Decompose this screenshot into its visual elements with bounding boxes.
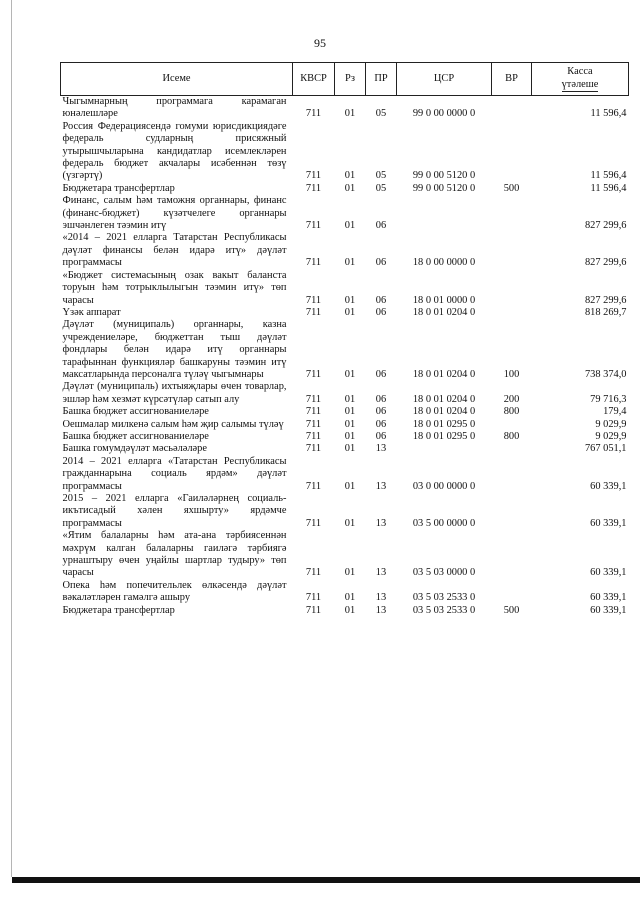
row-pr: 13 xyxy=(375,592,387,604)
row-pr: 13 xyxy=(375,567,387,579)
row-amount: 9 029,9 xyxy=(595,418,627,430)
table-row xyxy=(61,443,629,455)
page-left-edge xyxy=(11,0,12,877)
row-name: Үзәк аппарат xyxy=(62,306,121,318)
row-name: «Бюджет системасының озак вакыт баланста торуын һәм тотрыклылыгын тәэмин итү» төп чарасы xyxy=(62,269,287,306)
row-kvsr: 711 xyxy=(305,306,322,318)
row-pr: 05 xyxy=(375,170,387,182)
table-row xyxy=(61,96,629,121)
row-kvsr: 711 xyxy=(305,604,322,616)
row-vr xyxy=(492,195,532,232)
col-header-rz: Рз xyxy=(335,63,366,96)
row-vr: 500 xyxy=(503,182,520,194)
row-vr: 800 xyxy=(503,406,520,418)
row-vr xyxy=(492,232,532,269)
row-kvsr: 711 xyxy=(305,517,322,529)
row-rz: 01 xyxy=(344,592,356,604)
row-rz: 01 xyxy=(344,220,356,232)
row-pr: 05 xyxy=(375,108,387,120)
row-csr xyxy=(397,443,492,455)
row-amount: 9 029,9 xyxy=(595,430,627,442)
row-name: Башка гомумдәүләт мәсьәләләре xyxy=(62,443,207,455)
row-rz: 01 xyxy=(344,430,356,442)
table-row xyxy=(61,270,629,307)
row-vr xyxy=(492,443,532,455)
row-name: Опека һәм попечительлек өлкәсендә дәүләт вәкаләтләрен гамәлгә ашыру xyxy=(62,579,287,604)
row-csr: 18 0 01 0204 0 xyxy=(412,406,476,418)
row-rz: 01 xyxy=(344,406,356,418)
row-csr: 18 0 01 0204 0 xyxy=(412,393,476,405)
row-amount: 60 339,1 xyxy=(590,480,627,492)
row-vr xyxy=(492,121,532,183)
row-name: «2014 – 2021 елларга Татарстан Республикасы дәүләт финансы белән идарә итү» дәүләт программасы xyxy=(62,232,287,269)
row-pr: 06 xyxy=(375,430,387,442)
row-csr: 18 0 01 0204 0 xyxy=(412,306,476,318)
row-amount: 767 051,1 xyxy=(584,443,627,455)
table-row xyxy=(61,580,629,605)
col-header-pr: ПР xyxy=(366,63,397,96)
col-header-vr: ВР xyxy=(492,63,532,96)
row-csr: 18 0 00 0000 0 xyxy=(412,257,476,269)
row-vr xyxy=(492,419,532,431)
row-pr: 06 xyxy=(375,368,387,380)
table-row xyxy=(61,232,629,269)
row-vr: 100 xyxy=(503,368,520,380)
row-csr: 18 0 01 0295 0 xyxy=(412,430,476,442)
row-pr: 06 xyxy=(375,306,387,318)
row-rz: 01 xyxy=(344,517,356,529)
table-row xyxy=(61,456,629,493)
row-amount: 738 374,0 xyxy=(584,368,627,380)
row-rz: 01 xyxy=(344,368,356,380)
row-pr: 06 xyxy=(375,220,387,232)
row-csr: 99 0 00 5120 0 xyxy=(412,170,476,182)
row-csr: 03 0 00 0000 0 xyxy=(412,480,476,492)
row-rz: 01 xyxy=(344,306,356,318)
row-rz: 01 xyxy=(344,393,356,405)
row-csr: 03 5 00 0000 0 xyxy=(412,517,476,529)
row-vr xyxy=(492,580,532,605)
row-pr: 05 xyxy=(375,182,387,194)
row-amount: 60 339,1 xyxy=(590,567,627,579)
row-amount: 60 339,1 xyxy=(590,517,627,529)
table-row xyxy=(61,605,629,617)
row-amount: 60 339,1 xyxy=(590,604,627,616)
row-vr: 200 xyxy=(503,393,520,405)
row-kvsr: 711 xyxy=(305,294,322,306)
kassa-label-line1: Касса xyxy=(567,66,593,78)
table-body xyxy=(61,96,629,618)
row-amount: 11 596,4 xyxy=(590,170,627,182)
row-pr: 06 xyxy=(375,406,387,418)
row-name: Бюджетара трансфертлар xyxy=(62,182,175,194)
row-rz: 01 xyxy=(344,170,356,182)
row-rz: 01 xyxy=(344,294,356,306)
col-header-name: Исеме xyxy=(61,63,293,96)
row-csr: 18 0 01 0000 0 xyxy=(412,294,476,306)
row-amount: 11 596,4 xyxy=(590,182,627,194)
row-pr: 13 xyxy=(375,443,387,455)
table-row xyxy=(61,419,629,431)
row-vr: 500 xyxy=(503,604,520,616)
row-name: 2015 – 2021 елларга «Гаиләләрнең социаль-икътисадый хәлен яхшырту» ярдәмче программасы xyxy=(62,493,287,529)
row-kvsr: 711 xyxy=(305,170,322,182)
row-kvsr: 711 xyxy=(305,108,322,120)
row-amount: 827 299,6 xyxy=(584,257,627,269)
row-kvsr: 711 xyxy=(305,393,322,405)
row-csr: 03 5 03 0000 0 xyxy=(412,567,476,579)
table-header xyxy=(61,63,629,96)
row-rz: 01 xyxy=(344,182,356,194)
row-csr: 18 0 01 0204 0 xyxy=(412,368,476,380)
row-kvsr: 711 xyxy=(305,418,322,430)
row-kvsr: 711 xyxy=(305,257,322,269)
row-rz: 01 xyxy=(344,443,356,455)
page-number: 95 xyxy=(314,36,326,50)
row-name: Бюджетара трансфертлар xyxy=(62,604,175,616)
row-name: Оешмалар милкенә салым һәм җир салымы түләү xyxy=(62,418,284,430)
row-amount: 60 339,1 xyxy=(590,592,627,604)
row-kvsr: 711 xyxy=(305,443,322,455)
row-vr: 800 xyxy=(503,430,520,442)
row-name: Дәүләт (муниципаль) ихтыяҗлары өчен товарлар, эшләр һәм хезмәт күрсәтүләр сатып алу xyxy=(62,381,287,405)
row-csr: 99 0 00 5120 0 xyxy=(412,182,476,194)
row-kvsr: 711 xyxy=(305,368,322,380)
row-kvsr: 711 xyxy=(305,406,322,418)
row-amount: 827 299,6 xyxy=(584,220,627,232)
row-name: Дәүләт (муниципаль) органнары, казна учреждениеләре, бюджеттан тыш дәүләт фондлары белән идарә итү органнары тарафыннан функцияләр башкаруны тәэмин итү максатларында персоналга түләү чыгымнары xyxy=(62,319,287,380)
row-kvsr: 711 xyxy=(305,592,322,604)
row-name: Башка бюджет ассигнованиеләре xyxy=(62,430,209,442)
row-vr xyxy=(492,493,532,530)
row-kvsr: 711 xyxy=(305,567,322,579)
table-row xyxy=(61,493,629,530)
row-name: «Ятим балаларны һәм ата-ана тәрбиясеннән мәхрүм калган балаларны гаиләгә тәрбиягә урнаштыру өчен уңайлы шартлар тудыру» төп чарасы xyxy=(62,530,287,579)
col-header-kvsr: КВСР xyxy=(293,63,335,96)
row-amount: 79 716,3 xyxy=(590,393,627,405)
table-row xyxy=(61,121,629,183)
col-header-csr: ЦСР xyxy=(397,63,492,96)
row-csr: 03 5 03 2533 0 xyxy=(412,592,476,604)
row-rz: 01 xyxy=(344,604,356,616)
table-row xyxy=(61,406,629,418)
row-amount: 818 269,7 xyxy=(584,306,627,318)
row-pr: 13 xyxy=(375,480,387,492)
row-rz: 01 xyxy=(344,567,356,579)
row-vr xyxy=(492,307,532,319)
row-pr: 06 xyxy=(375,294,387,306)
row-amount: 827 299,6 xyxy=(584,294,627,306)
kassa-label-line2: үтәлеше xyxy=(562,79,599,92)
row-csr: 18 0 01 0295 0 xyxy=(412,418,476,430)
row-csr: 03 5 03 2533 0 xyxy=(412,604,476,616)
row-rz: 01 xyxy=(344,480,356,492)
table-row xyxy=(61,431,629,443)
row-name: Финанс, салым һәм таможня органнары, финанс (финанс-бюджет) күзәтчелеге органнары эшчәнлеген тәэмин итү xyxy=(62,195,287,232)
scan-bottom-border xyxy=(12,877,640,883)
table-row xyxy=(61,381,629,406)
row-name: 2014 – 2021 елларга «Татарстан Республикасы гражданнарына социаль ярдәм» дәүләт программасы xyxy=(62,455,287,492)
row-pr: 06 xyxy=(375,257,387,269)
row-csr: 99 0 00 0000 0 xyxy=(412,108,476,120)
table-row xyxy=(61,307,629,319)
row-kvsr: 711 xyxy=(305,182,322,194)
row-pr: 06 xyxy=(375,393,387,405)
row-vr xyxy=(492,456,532,493)
table-row xyxy=(61,183,629,195)
row-pr: 06 xyxy=(375,418,387,430)
row-name: Россия Федерациясендә гомуми юрисдикциядәге федераль судларның присяжный утырышчыларына кандидатлар исемлекләрен федераль бюджет акчалары исәбеннән төзү (үзгәртү) xyxy=(62,120,287,182)
table-row xyxy=(61,195,629,232)
row-kvsr: 711 xyxy=(305,480,322,492)
row-vr xyxy=(492,96,532,121)
row-rz: 01 xyxy=(344,108,356,120)
row-pr: 13 xyxy=(375,517,387,529)
row-amount: 11 596,4 xyxy=(590,108,627,120)
row-amount: 179,4 xyxy=(603,406,627,418)
col-header-kassa xyxy=(532,63,629,96)
budget-table xyxy=(60,62,629,617)
row-kvsr: 711 xyxy=(305,430,322,442)
table-row xyxy=(61,319,629,381)
row-csr xyxy=(397,195,492,232)
row-kvsr: 711 xyxy=(305,220,322,232)
row-vr xyxy=(492,270,532,307)
row-rz: 01 xyxy=(344,257,356,269)
row-name: Чыгымнарның программага карамаган юнәлешләре xyxy=(62,96,287,120)
row-rz: 01 xyxy=(344,418,356,430)
row-vr xyxy=(492,530,532,580)
row-pr: 13 xyxy=(375,604,387,616)
table-row xyxy=(61,530,629,580)
row-name: Башка бюджет ассигнованиеләре xyxy=(62,406,209,418)
